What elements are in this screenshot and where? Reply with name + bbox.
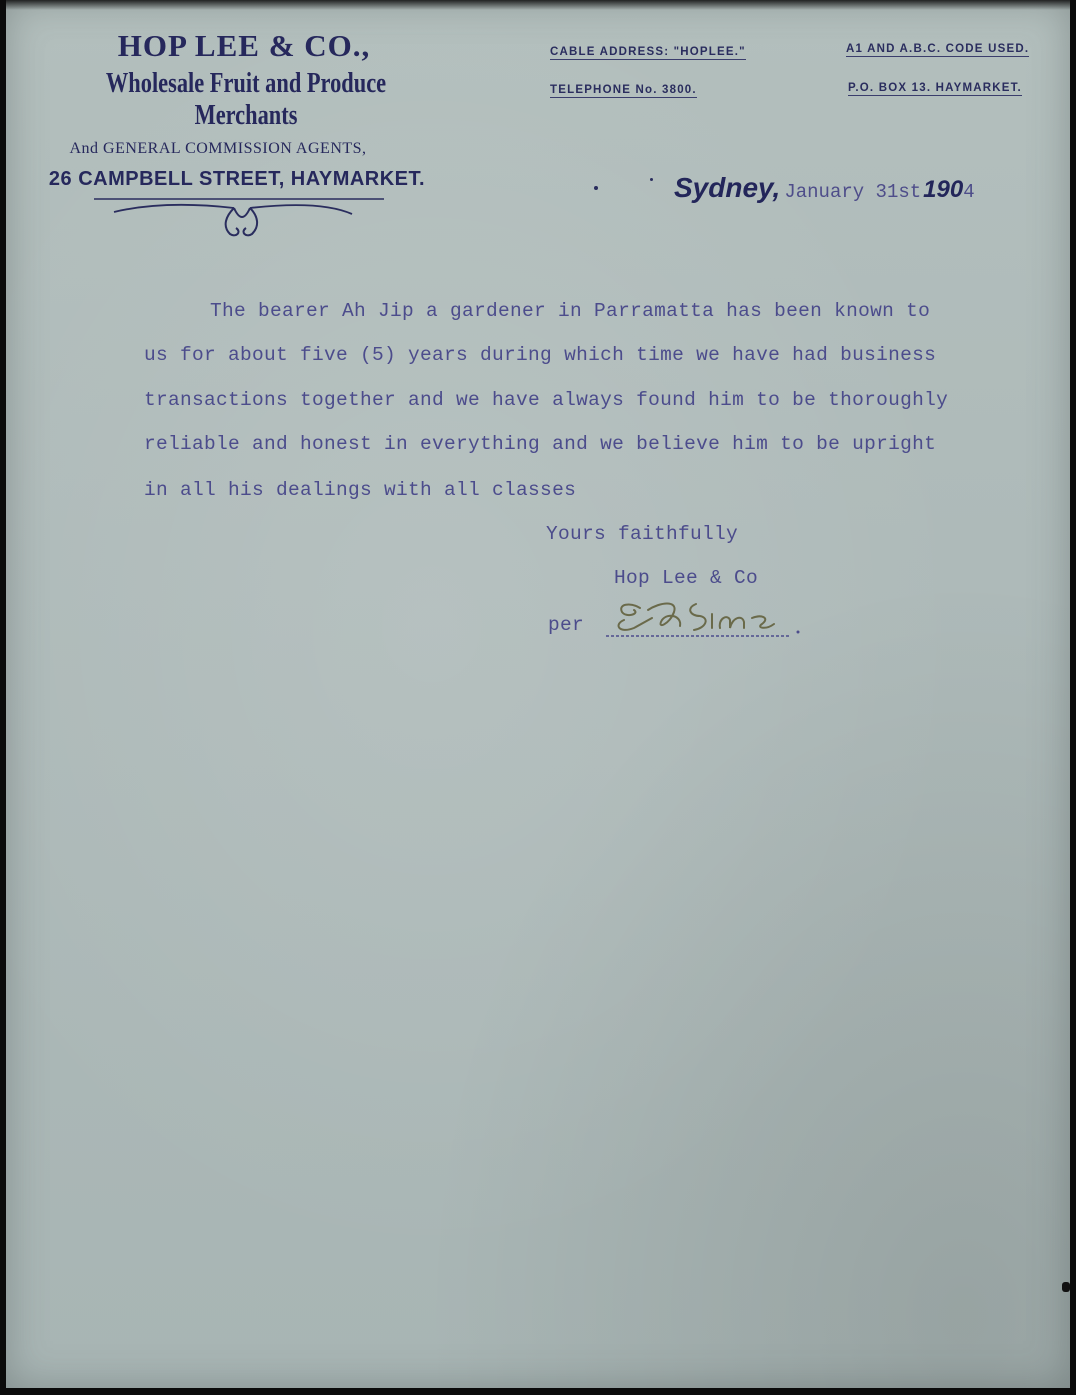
company-name: HOP LEE & CO., (117, 28, 371, 63)
body-line: The bearer Ah Jip a gardener in Parramatta has been known to (210, 300, 931, 322)
date-place: Sydney, (674, 172, 781, 203)
letter-sheet (6, 0, 1070, 1388)
body-line: us for about five (5) years during which time we have had business (144, 344, 937, 366)
date-year-printed: 190 (923, 176, 964, 203)
closing-salutation: Yours faithfully (546, 523, 739, 545)
body-line: transactions together and we have always found him to be thoroughly (144, 389, 949, 411)
closing-per: per (548, 614, 585, 636)
body-line: reliable and honest in everything and we believe him to be upright (144, 433, 937, 455)
flourish-ornament (94, 196, 390, 244)
po-box: P.O. BOX 13. HAYMARKET. (848, 82, 1022, 94)
ink-dot (594, 186, 598, 190)
body-line: in all his dealings with all classes (144, 479, 577, 501)
letterhead-company (6, 28, 486, 191)
closing-company: Hop Lee & Co (614, 567, 759, 589)
date-year-typed: 4 (963, 181, 975, 203)
ink-dot (650, 178, 653, 181)
code-used: A1 AND A.B.C. CODE USED. (846, 43, 1030, 55)
telephone-number: TELEPHONE No. 3800. (550, 84, 697, 96)
company-agents: And GENERAL COMMISSION AGENTS, (69, 140, 367, 157)
cable-address: CABLE ADDRESS: "HOPLEE." (550, 46, 746, 58)
date-line (674, 172, 975, 204)
handwritten-signature (600, 590, 800, 642)
top-shadow (6, 0, 1070, 10)
date-month-day: January 31st (784, 181, 922, 203)
paper-edge-mark (1062, 1282, 1070, 1292)
company-address: 26 CAMPBELL STREET, HAYMARKET. (48, 168, 426, 190)
company-trade: Wholesale Fruit and Produce Merchants (105, 68, 387, 131)
